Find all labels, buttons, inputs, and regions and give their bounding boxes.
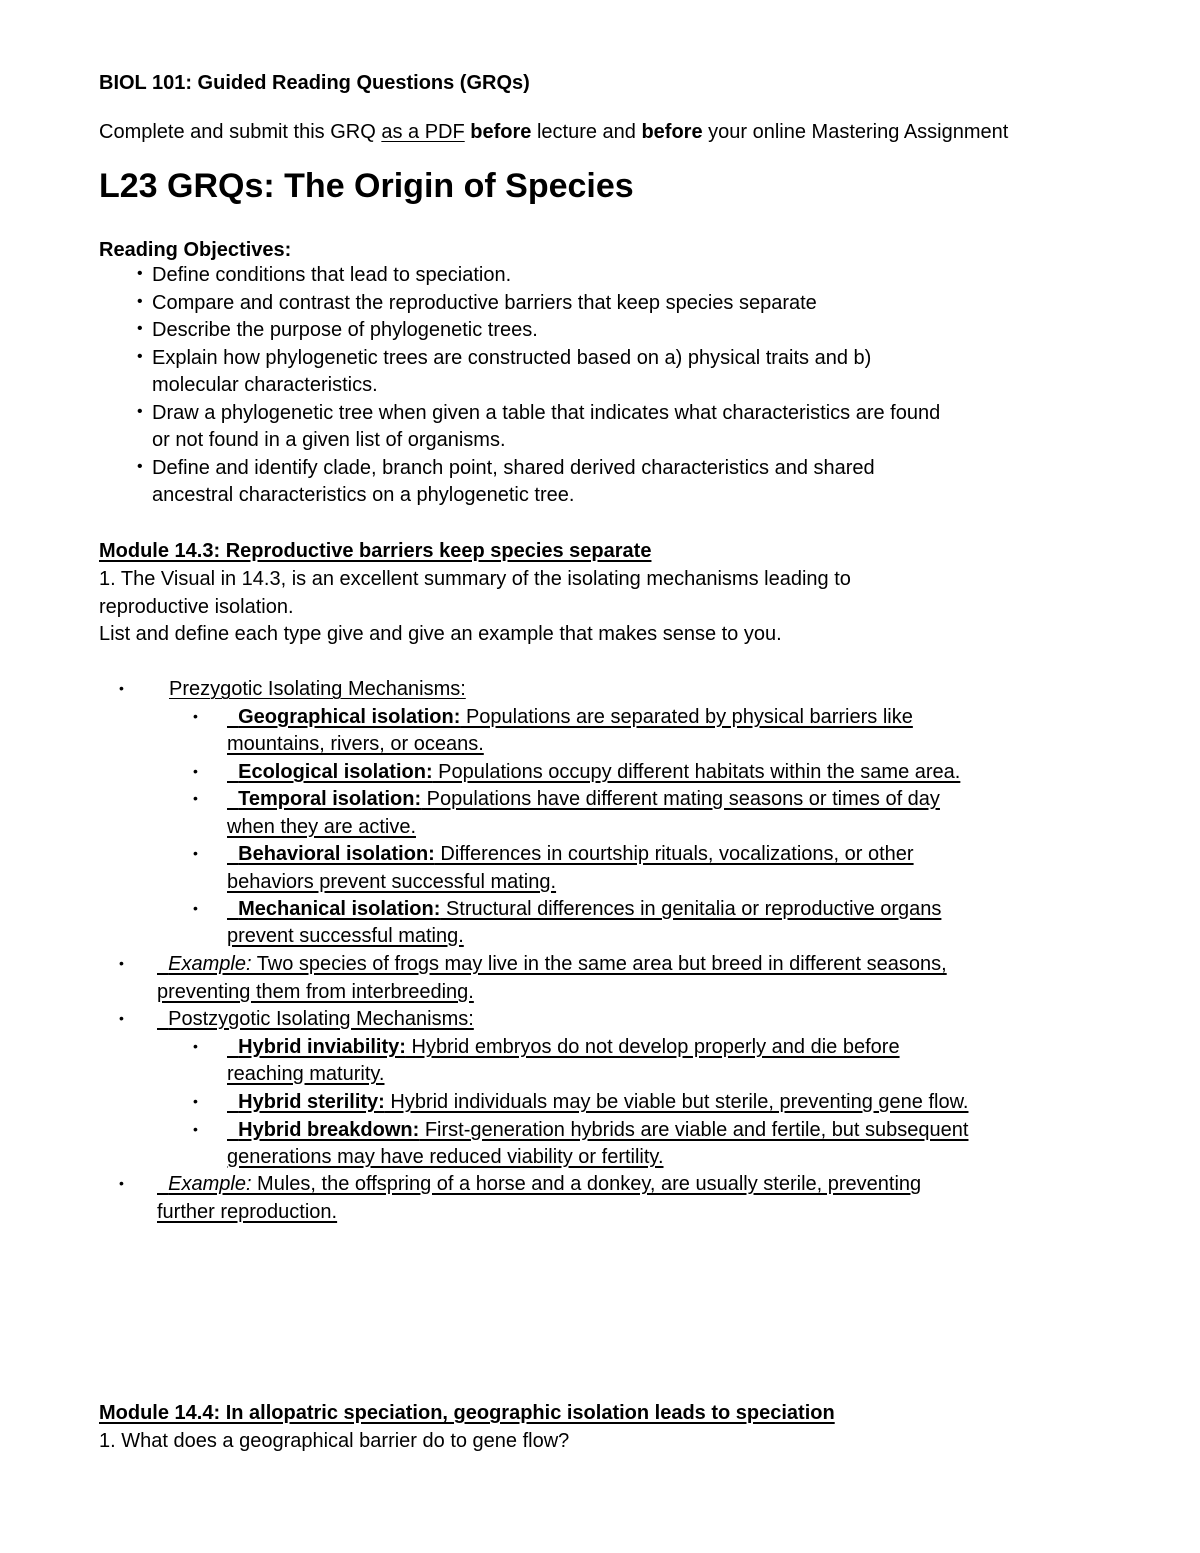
behavioral-isolation — [227, 843, 914, 866]
term: Mechanical isolation: — [238, 898, 441, 920]
definition: Structural differences in genitalia or reproductive organs — [440, 898, 942, 920]
geographical-isolation — [227, 706, 913, 729]
module-14-4-question-1: 1. What does a geographical barrier do to gene flow? — [99, 1430, 570, 1452]
pdf-link[interactable]: as a PDF — [381, 121, 465, 143]
hybrid-breakdown-cont: generations may have reduced viability or fertility. — [227, 1146, 664, 1168]
instructions-text-4: your online Mastering Assignment — [702, 121, 1009, 143]
definition: Populations are separated by physical barriers like — [460, 706, 913, 728]
objective-bullet: • — [137, 265, 143, 282]
geographical-isolation-cont: mountains, rivers, or oceans. — [227, 733, 484, 755]
answer-sub-bullet: • — [193, 790, 198, 806]
definition: Populations have different mating seasons or times of day — [421, 788, 940, 810]
example-1-cont: preventing them from interbreeding. — [157, 981, 474, 1003]
term: Hybrid inviability: — [238, 1036, 406, 1058]
objectives-heading: Reading Objectives: — [99, 239, 292, 261]
prezygotic-heading: Prezygotic Isolating Mechanisms: — [169, 678, 466, 700]
instructions-text-3: lecture and — [531, 121, 642, 143]
definition: Populations occupy different habitats within the same area. — [432, 761, 961, 783]
objective-item: Define conditions that lead to speciation. — [152, 264, 512, 286]
question-1-line-1: 1. The Visual in 14.3, is an excellent summary of the isolating mechanisms leading to — [99, 568, 851, 590]
example-text: Two species of frogs may live in the same area but breed in different seasons, — [251, 953, 947, 975]
answer-sub-bullet: • — [193, 900, 198, 916]
objective-bullet: • — [137, 293, 143, 310]
example-text: Mules, the offspring of a horse and a donkey, are usually sterile, preventing — [251, 1173, 922, 1195]
term: Ecological isolation: — [238, 761, 433, 783]
question-1-line-3: List and define each type give and give an example that makes sense to you. — [99, 623, 782, 645]
objective-item: Explain how phylogenetic trees are constructed based on a) physical traits and b) — [152, 347, 872, 369]
example-1 — [157, 953, 947, 976]
example-label: Example: — [168, 953, 252, 975]
hybrid-inviability-cont: reaching maturity. — [227, 1063, 385, 1085]
example-2 — [157, 1173, 921, 1196]
instructions — [99, 121, 1008, 144]
objective-bullet: • — [137, 458, 143, 475]
question-1-line-2: reproductive isolation. — [99, 596, 294, 618]
term: Temporal isolation: — [238, 788, 422, 810]
term: Behavioral isolation: — [238, 843, 435, 865]
lecture-title: L23 GRQs: The Origin of Species — [99, 167, 634, 205]
answer-sub-bullet: • — [193, 763, 198, 779]
postzygotic-heading — [157, 1008, 474, 1031]
example-2-cont: further reproduction. — [157, 1201, 338, 1223]
postzygotic-heading-text: Postzygotic Isolating Mechanisms: — [168, 1008, 474, 1030]
instructions-bold-2: before — [641, 121, 703, 143]
objective-bullet: • — [137, 348, 143, 365]
objective-item: Describe the purpose of phylogenetic trees. — [152, 319, 538, 341]
definition: Differences in courtship rituals, vocalizations, or other — [434, 843, 914, 865]
hybrid-breakdown — [227, 1119, 968, 1142]
answer-sub-bullet: • — [193, 1093, 198, 1109]
example-label: Example: — [168, 1173, 252, 1195]
answer-sub-bullet: • — [193, 845, 198, 861]
hybrid-inviability — [227, 1036, 900, 1059]
objective-item-cont: molecular characteristics. — [152, 374, 378, 396]
answer-sub-bullet: • — [193, 708, 198, 724]
answer-bullet: • — [119, 955, 124, 971]
definition: First-generation hybrids are viable and fertile, but subsequent — [419, 1119, 969, 1141]
objective-item-cont: or not found in a given list of organisms. — [152, 429, 506, 451]
temporal-isolation-cont: when they are active. — [227, 816, 416, 838]
ecological-isolation — [227, 761, 960, 784]
answer-sub-bullet: • — [193, 1038, 198, 1054]
behavioral-isolation-cont: behaviors prevent successful mating. — [227, 871, 557, 893]
module-14-4-heading: Module 14.4: In allopatric speciation, geographic isolation leads to speciation — [99, 1402, 835, 1424]
mechanical-isolation-cont: prevent successful mating. — [227, 925, 464, 947]
term: Hybrid breakdown: — [238, 1119, 420, 1141]
temporal-isolation — [227, 788, 940, 811]
definition: Hybrid embryos do not develop properly and die before — [405, 1036, 900, 1058]
instructions-bold-1: before — [470, 121, 532, 143]
course-title: BIOL 101: Guided Reading Questions (GRQs) — [99, 72, 530, 94]
term: Hybrid sterility: — [238, 1091, 385, 1113]
objective-item: Compare and contrast the reproductive barriers that keep species separate — [152, 292, 817, 314]
objective-bullet: • — [137, 403, 143, 420]
answer-bullet: • — [119, 1010, 124, 1026]
mechanical-isolation — [227, 898, 941, 921]
instructions-text-1: Complete and submit this GRQ — [99, 121, 382, 143]
term: Geographical isolation: — [238, 706, 461, 728]
objective-bullet: • — [137, 320, 143, 337]
answer-bullet: • — [119, 680, 124, 696]
module-14-3-heading: Module 14.3: Reproductive barriers keep species separate — [99, 540, 652, 562]
objective-item: Define and identify clade, branch point, shared derived characteristics and shared — [152, 457, 875, 479]
hybrid-sterility — [227, 1091, 968, 1114]
objective-item-cont: ancestral characteristics on a phylogenetic tree. — [152, 484, 575, 506]
answer-bullet: • — [119, 1175, 124, 1191]
objective-item: Draw a phylogenetic tree when given a table that indicates what characteristics are found — [152, 402, 941, 424]
definition: Hybrid individuals may be viable but sterile, preventing gene flow. — [384, 1091, 969, 1113]
answer-sub-bullet: • — [193, 1121, 198, 1137]
